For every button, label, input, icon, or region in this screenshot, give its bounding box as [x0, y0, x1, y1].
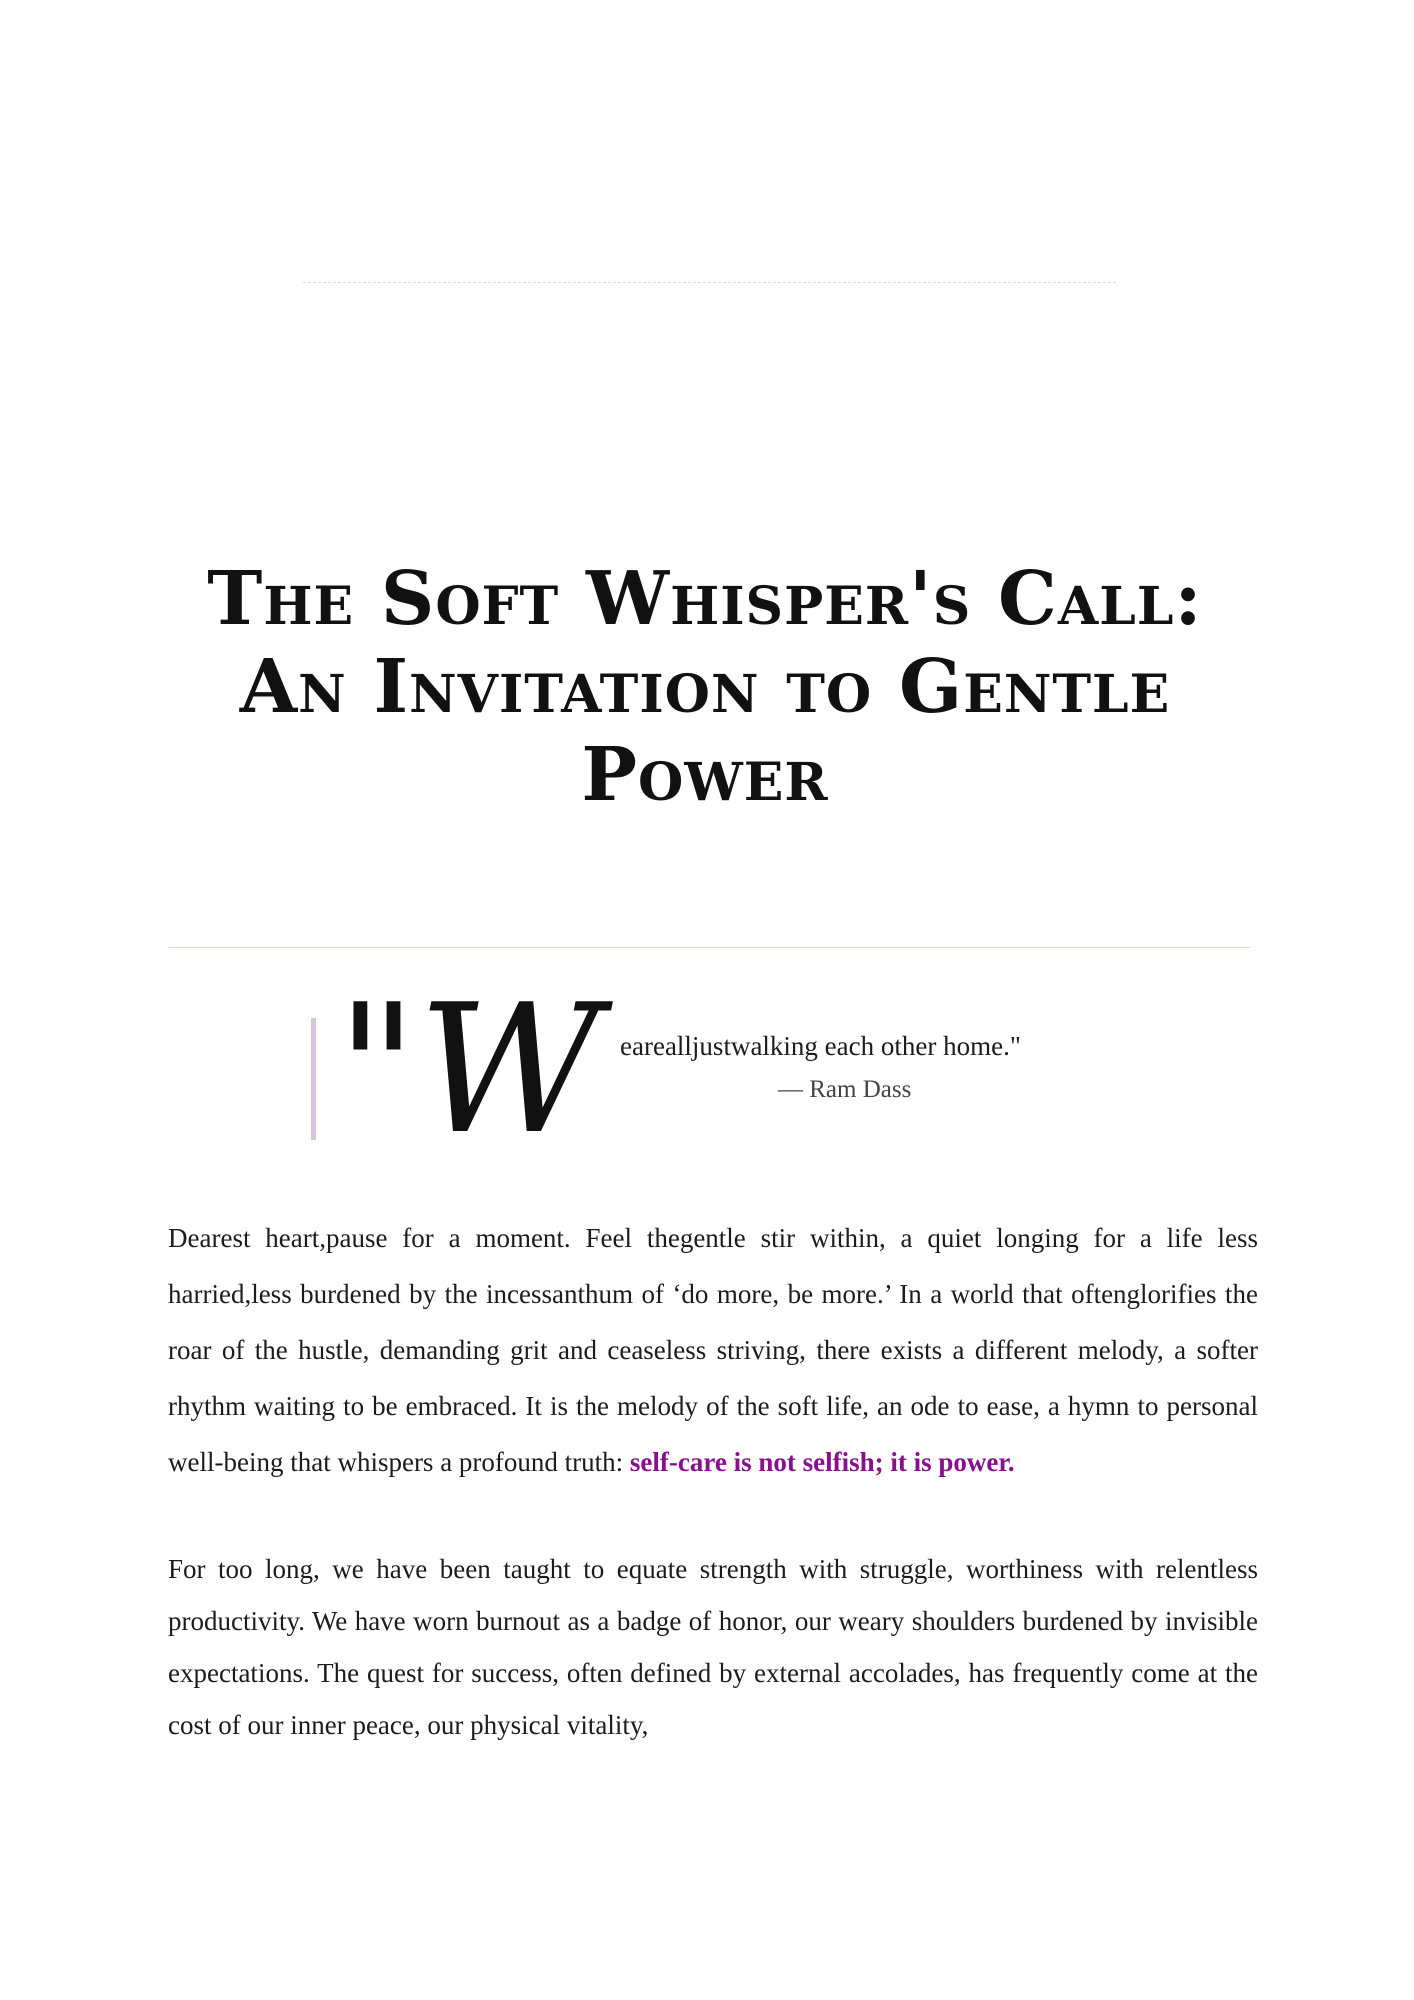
section-divider: [168, 947, 1250, 948]
title-line-2: An Invitation to Gentle: [239, 644, 1171, 730]
drop-cap: "W: [336, 966, 601, 1173]
quote-bar: [311, 1018, 316, 1140]
top-divider: [303, 282, 1116, 283]
chapter-title: [150, 555, 1260, 819]
title-line-1: The Soft Whisper's Call:: [207, 556, 1203, 642]
epigraph-text: earealljustwalking each other home.": [620, 1031, 1021, 1061]
highlighted-phrase: self-care is not selfish; it is power.: [629, 1447, 1015, 1477]
paragraph-1-text: Dearest heart,pause for a moment. Feel thegentle stir within, a quiet longing for a life less harried,less burdened by the incessanthum of ‘do more, be more.’ In a world that oftenglorifies the roar of the hustle, demanding grit and ceaseless striving, there exists a different melody, a softer rhythm waiting to be embraced. It is the melody of the soft life, an ode to ease, a hymn to personal well-being that whispers a profound truth:: [168, 1223, 1258, 1477]
title-line-3: Power: [581, 732, 829, 818]
epigraph-author: — Ram Dass: [778, 1076, 912, 1103]
body-paragraph-1: [168, 1210, 1258, 1490]
body-paragraph-2: For too long, we have been taught to equate strength with struggle, worthiness with relentless productivity. We have worn burnout as a badge of honor, our weary shoulders burdened by invisible expectations. The quest for success, often defined by external accolades, has frequently come at the cost of our inner peace, our physical vitality,: [168, 1554, 1258, 1740]
